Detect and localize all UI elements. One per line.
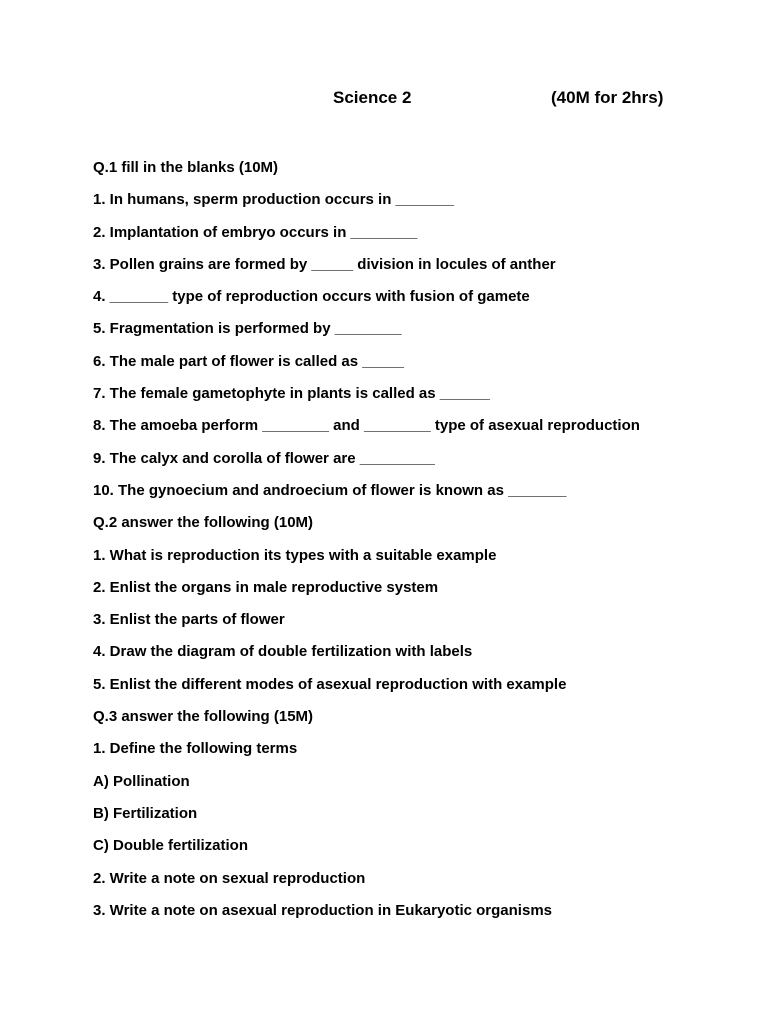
marks-duration: (40M for 2hrs) <box>551 88 664 107</box>
term-item: C) Double fertilization <box>93 837 248 855</box>
question-line: 4. _______ type of reproduction occurs with fusion of gamete <box>93 288 530 306</box>
question-line: 3. Pollen grains are formed by _____ division in locules of anther <box>93 255 556 273</box>
question-line: 3. Write a note on asexual reproduction in Eukaryotic organisms <box>93 901 553 919</box>
term-item: A) Pollination <box>93 772 190 790</box>
question-list <box>93 156 733 931</box>
question-line: 2. Implantation of embryo occurs in ________ <box>93 223 418 241</box>
question-line: 1. What is reproduction its types with a suitable example <box>93 546 497 564</box>
section-heading-q2: Q.2 answer the following (10M) <box>93 514 314 532</box>
question-line: 7. The female gametophyte in plants is called as ______ <box>93 385 490 403</box>
term-item: B) Fertilization <box>93 804 198 822</box>
section-heading-q3: Q.3 answer the following (15M) <box>93 708 314 726</box>
question-line: 2. Enlist the organs in male reproductive system <box>93 578 439 596</box>
question-line: 5. Fragmentation is performed by ________ <box>93 320 402 338</box>
question-line: 5. Enlist the different modes of asexual reproduction with example <box>93 675 567 693</box>
question-line: 3. Enlist the parts of flower <box>93 611 285 629</box>
question-line: 2. Write a note on sexual reproduction <box>93 869 366 887</box>
section-heading-q1: Q.1 fill in the blanks (10M) <box>93 159 279 176</box>
question-line: 9. The calyx and corolla of flower are _________ <box>93 449 435 467</box>
page-title: Science 2 <box>333 88 412 107</box>
question-line: 8. The amoeba perform ________ and ________ type of asexual reproduction <box>93 417 640 435</box>
question-line: 1. In humans, sperm production occurs in _______ <box>93 191 454 209</box>
question-line: 1. Define the following terms <box>93 740 298 758</box>
question-line: 6. The male part of flower is called as _____ <box>93 352 404 370</box>
question-line: 10. The gynoecium and androecium of flower is known as _______ <box>93 481 567 499</box>
question-line: 4. Draw the diagram of double fertilization with labels <box>93 643 473 661</box>
